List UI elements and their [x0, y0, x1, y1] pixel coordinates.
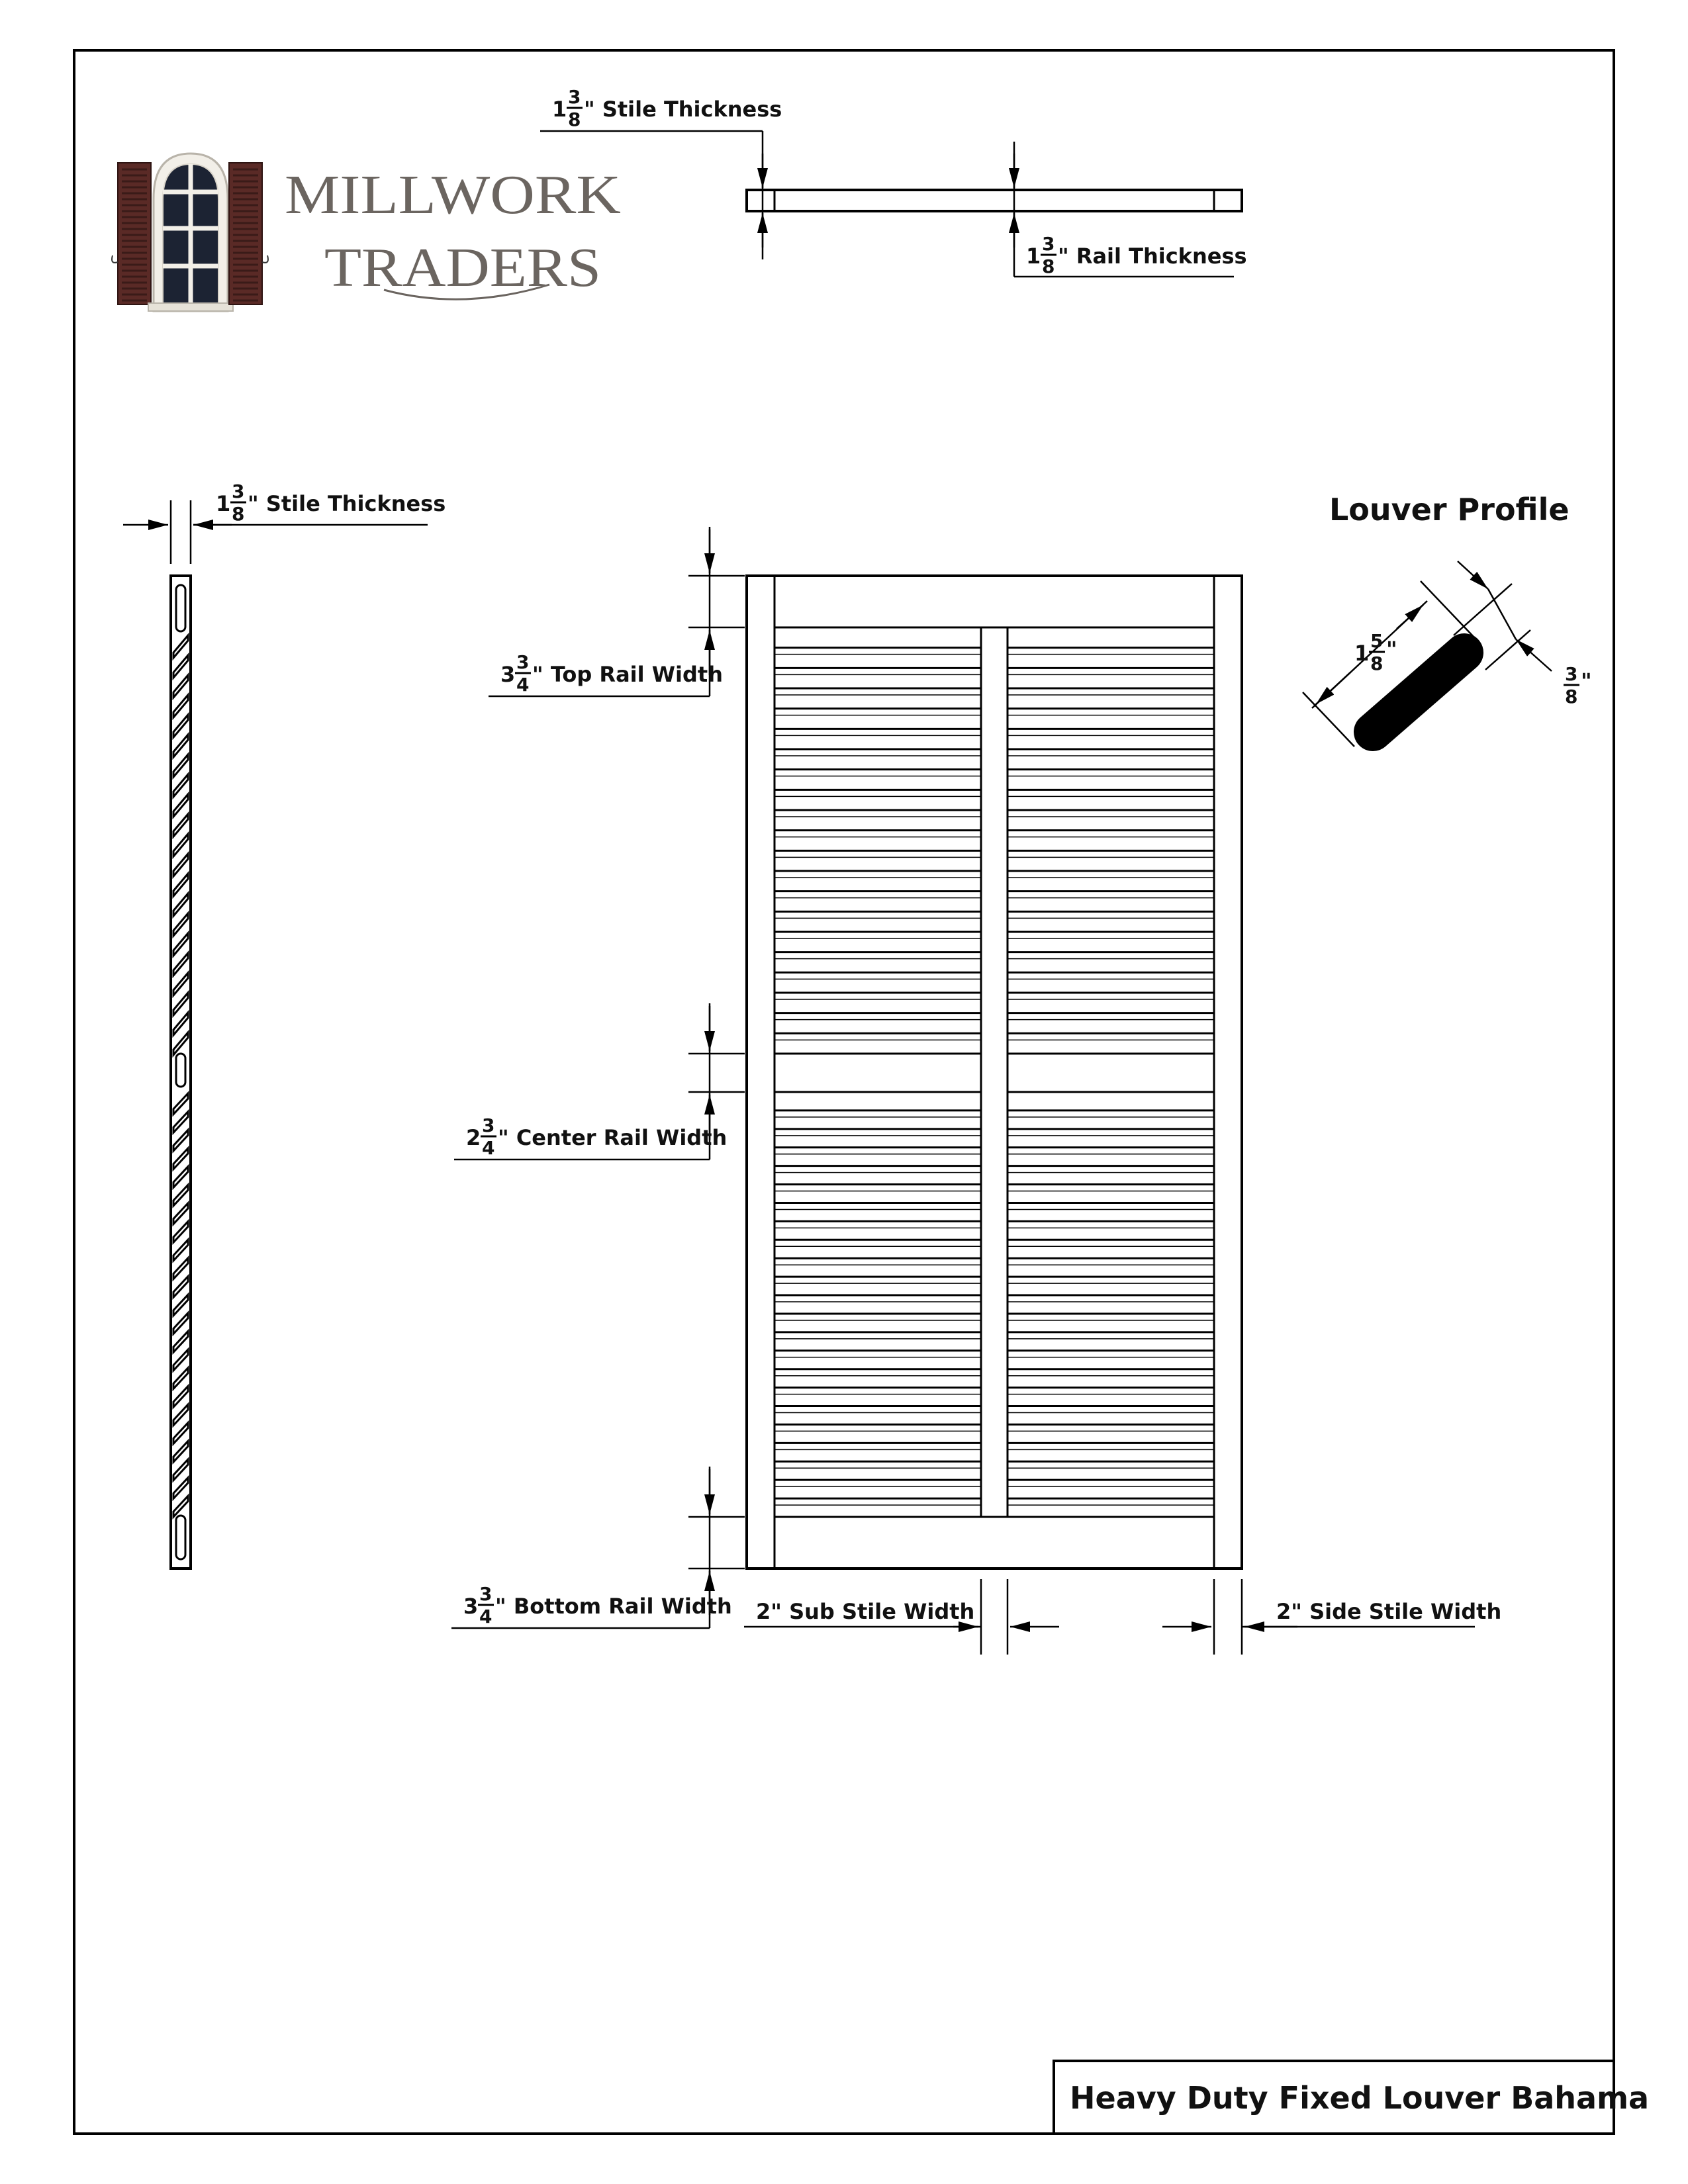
louver-profile — [1303, 492, 1592, 747]
svg-text:3: 3 — [482, 1115, 495, 1136]
svg-text:2: 2 — [466, 1125, 481, 1150]
sub-stile-width-label: 2" Sub Stile Width — [756, 1599, 975, 1624]
arched-window-icon — [148, 154, 233, 311]
svg-text:" Rail Thickness: " Rail Thickness — [1058, 244, 1247, 269]
left-shutter-icon — [118, 163, 151, 304]
title-block-title: Heavy Duty Fixed Louver Bahama — [1070, 2080, 1650, 2116]
svg-text:" Bottom Rail Width: " Bottom Rail Width — [495, 1594, 732, 1619]
svg-text:3: 3 — [500, 662, 516, 687]
top-view-panel — [747, 190, 1242, 211]
svg-text:1: 1 — [552, 97, 567, 122]
side-stile-width-label: 2" Side Stile Width — [1276, 1599, 1502, 1624]
brand-name-line1: MILLWORK — [285, 164, 621, 226]
side-stile-thickness-label — [216, 480, 445, 525]
svg-text:8: 8 — [1370, 653, 1383, 674]
svg-text:": " — [1386, 637, 1397, 662]
louver-profile-title: Louver Profile — [1329, 492, 1570, 527]
svg-text:3: 3 — [232, 480, 245, 502]
svg-text:" Top Rail Width: " Top Rail Width — [532, 662, 723, 687]
top-rail-width-label — [500, 651, 723, 696]
top-rail-thickness-label — [1026, 233, 1247, 277]
svg-text:4: 4 — [516, 674, 530, 696]
svg-text:1: 1 — [216, 491, 231, 516]
sub-stile — [981, 627, 1008, 1517]
svg-text:4: 4 — [479, 1606, 492, 1627]
louver-profile-shape — [1373, 653, 1464, 732]
svg-text:3: 3 — [1042, 233, 1055, 255]
louver-length-label — [1354, 630, 1397, 674]
louver-thickness-label — [1564, 663, 1592, 707]
right-shutter-icon — [229, 163, 262, 304]
svg-text:3: 3 — [463, 1594, 479, 1619]
side-view — [123, 480, 445, 1569]
title-block — [1054, 2061, 1649, 2134]
bottom-rail-width-label — [463, 1583, 732, 1627]
brand-name-line2: TRADERS — [324, 237, 601, 298]
svg-text:": " — [1581, 668, 1592, 694]
svg-text:3: 3 — [1565, 663, 1578, 685]
svg-text:4: 4 — [482, 1137, 495, 1159]
svg-text:8: 8 — [232, 503, 245, 525]
brand-logo — [112, 154, 621, 311]
svg-text:3: 3 — [516, 651, 530, 673]
svg-text:8: 8 — [1565, 686, 1578, 707]
svg-text:" Stile Thickness: " Stile Thickness — [584, 97, 782, 122]
svg-text:" Stile Thickness: " Stile Thickness — [248, 491, 446, 516]
top-view — [540, 86, 1247, 277]
center-rail-width-label — [466, 1115, 727, 1159]
svg-text:5: 5 — [1370, 630, 1383, 652]
svg-text:8: 8 — [1042, 255, 1055, 277]
front-view — [451, 527, 1501, 1655]
svg-text:" Center Rail Width: " Center Rail Width — [498, 1125, 727, 1150]
svg-text:1: 1 — [1026, 244, 1041, 269]
top-stile-thickness-label — [552, 86, 782, 130]
svg-text:1: 1 — [1354, 641, 1370, 666]
svg-text:3: 3 — [568, 86, 581, 108]
svg-text:8: 8 — [568, 109, 581, 130]
svg-text:3: 3 — [479, 1583, 492, 1605]
